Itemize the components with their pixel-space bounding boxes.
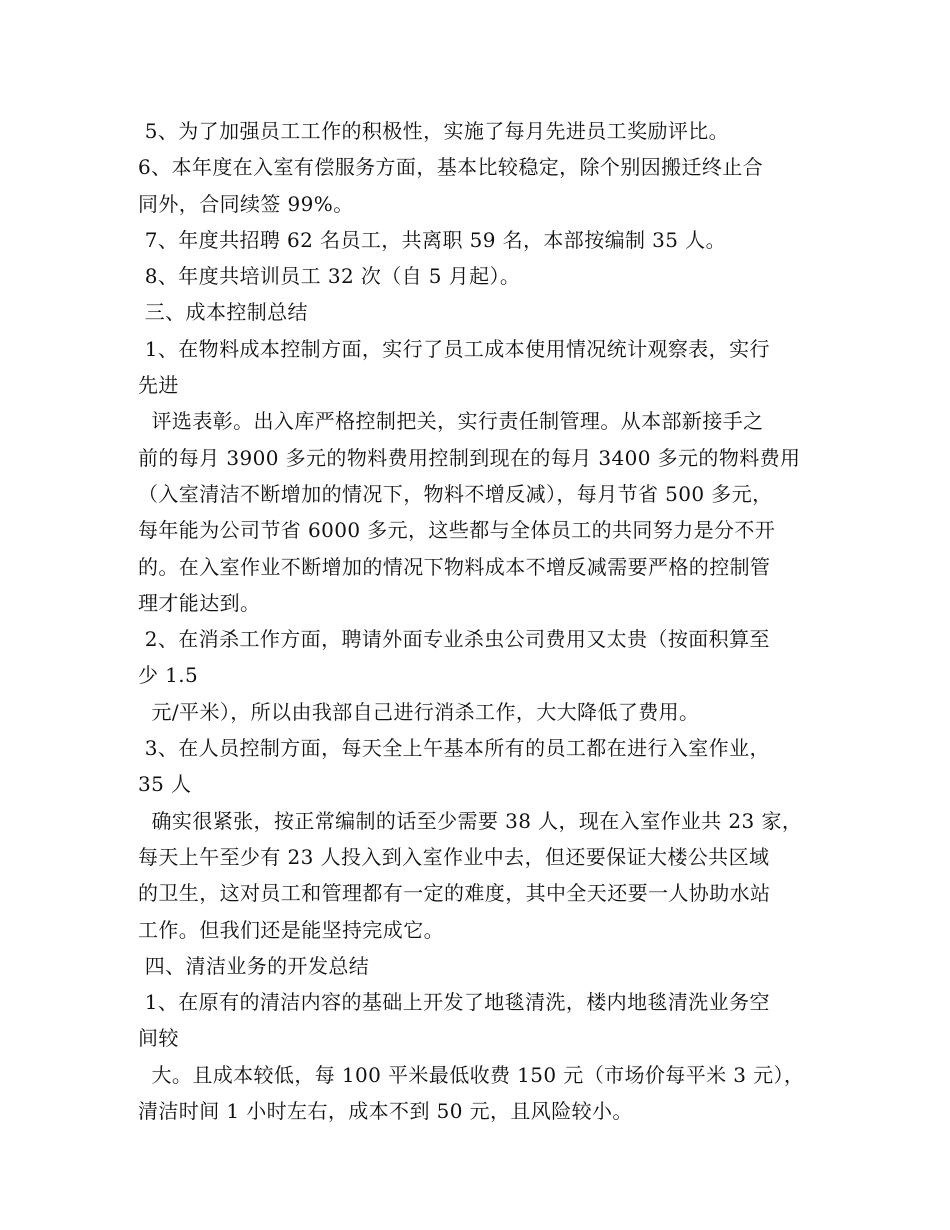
text-line: 8、年度共培训员工 32 次（自 5 月起）。	[138, 264, 521, 289]
text-line: 每年能为公司节省 6000 多元，这些都与全体员工的共同努力是分不开	[138, 518, 776, 543]
text-line: 前的每月 3900 多元的物料费用控制到现在的每月 3400 多元的物料费用	[138, 445, 801, 470]
section-heading: 四、清洁业务的开发总结	[138, 953, 370, 978]
text-line: 少 1.5	[138, 663, 199, 688]
text-line: 5、为了加强员工工作的积极性，实施了每月先进员工奖励评比。	[138, 119, 730, 143]
text-line: 清洁时间 1 小时左右，成本不到 50 元，且风险较小。	[138, 1099, 633, 1124]
text-line: 理才能达到。	[138, 590, 261, 615]
text-line: 的。在入室作业不断增加的情况下物料成本不增反减需要严格的控制管	[138, 554, 771, 579]
text-line: 同外，合同续签 99%。	[138, 191, 354, 216]
text-line: 工作。但我们还是能坚持完成它。	[138, 917, 444, 942]
text-line: 6、本年度在入室有偿服务方面，基本比较稳定，除个别因搬迁终止合	[138, 155, 764, 180]
text-line: 1、在原有的清洁内容的基础上开发了地毯清洗，楼内地毯清洗业务空	[138, 990, 770, 1015]
section-heading: 三、成本控制总结	[138, 300, 308, 325]
text-line: 评选表彰。出入库严格控制把关，实行责任制管理。从本部新接手之	[138, 409, 764, 434]
text-line: 3、在人员控制方面，每天全上午基本所有的员工都在进行入室作业，	[138, 736, 770, 761]
text-line: 先进	[138, 373, 179, 398]
text-line: 2、在消杀工作方面，聘请外面专业杀虫公司费用又太贵（按面积算至	[138, 627, 770, 652]
text-line: 35 人	[138, 772, 192, 797]
text-line: 元/平米），所以由我部自己进行消杀工作，大大降低了费用。	[138, 699, 700, 724]
text-line: （入室清洁不断增加的情况下，物料不增反减），每月节省 500 多元，	[138, 481, 773, 506]
text-line: 每天上午至少有 23 人投入到入室作业中去，但还要保证大楼公共区域	[138, 844, 770, 869]
text-line: 的卫生，这对员工和管理都有一定的难度，其中全天还要一人协助水站	[138, 881, 771, 906]
text-line: 间较	[138, 1026, 179, 1051]
text-line: 大。且成本较低，每 100 平米最低收费 150 元（市场价每平米 3 元），	[138, 1062, 805, 1087]
document-body	[138, 113, 828, 1129]
text-line: 确实很紧张，按正常编制的话至少需要 38 人，现在入室作业共 23 家，	[138, 808, 803, 833]
text-line: 7、年度共招聘 62 名员工，共离职 59 名，本部按编制 35 人。	[138, 227, 726, 252]
text-line: 1、在物料成本控制方面，实行了员工成本使用情况统计观察表，实行	[138, 336, 770, 361]
